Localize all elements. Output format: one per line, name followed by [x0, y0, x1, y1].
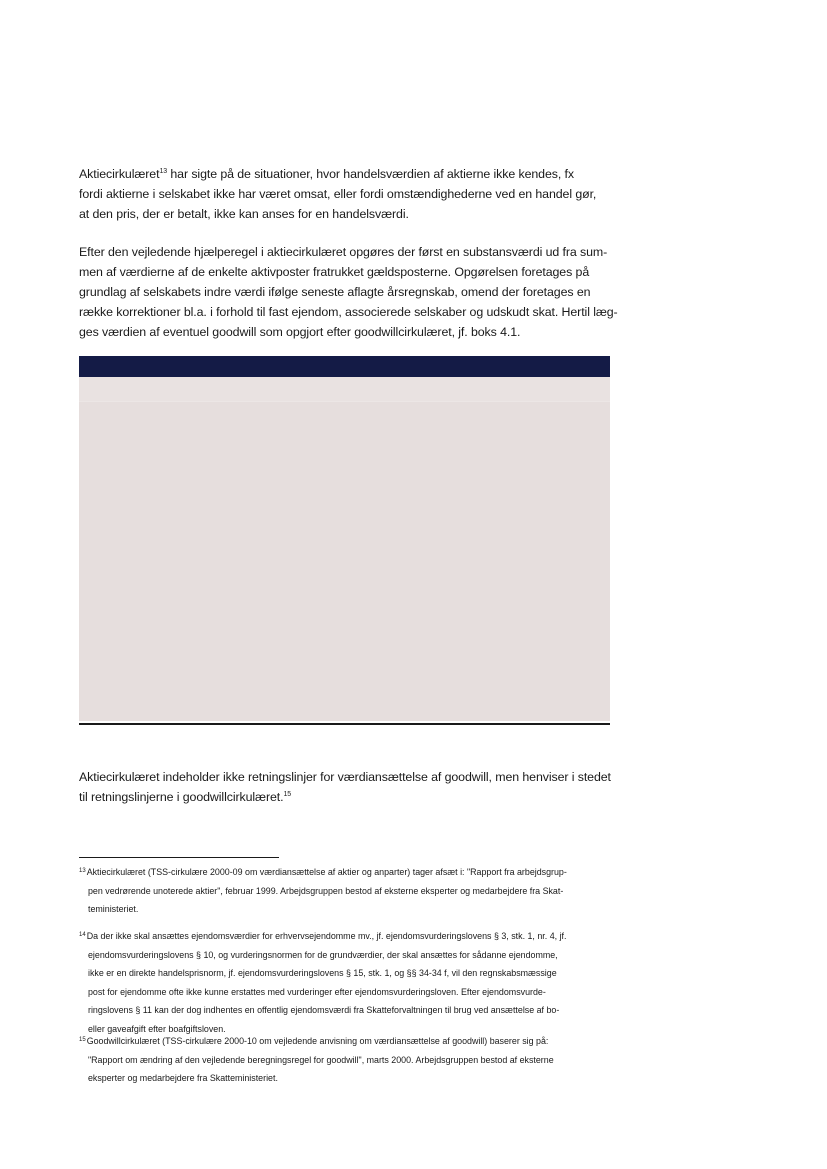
info-box [79, 356, 610, 726]
paragraph-line: fordi aktierne i selskabet ikke har været omsat, eller fordi omstændighederne ved en handel gør, [79, 187, 597, 201]
footnote-line: post for ejendomme ofte ikke kunne erstattes med vurderinger efter ejendomsvurderingsloven. Efter ejendomsvurde- [88, 986, 546, 997]
paragraph-text: Aktiecirkulæret [79, 167, 160, 181]
info-box-body [79, 377, 610, 721]
footnote-number: 13 [79, 868, 86, 874]
paragraph-aktiecirkulaeret-intro [79, 164, 619, 224]
info-box-header [79, 356, 610, 377]
paragraph-substansvaerdi [79, 242, 619, 342]
footnote-ref-13[interactable]: 13 [159, 168, 168, 175]
footnote-separator [79, 857, 279, 858]
paragraph-line: ges værdien af eventuel goodwill som opgjort efter goodwillcirkulæret, jf. boks 4.1. [79, 325, 521, 339]
paragraph-goodwill-reference [79, 767, 624, 807]
info-box-subheader-band [79, 377, 610, 402]
footnote-ref-15[interactable]: 15 [283, 791, 292, 798]
footnote-number: 14 [79, 932, 86, 938]
footnote-line: eksperter og medarbejdere fra Skatteministeriet. [88, 1073, 278, 1083]
paragraph-line: Aktiecirkulæret indeholder ikke retningslinjer for værdiansættelse af goodwill, men henviser i stedet [79, 770, 611, 784]
paragraph-line: grundlag af selskabets indre værdi ifølge seneste aflagte årsregnskab, omend der foretages en [79, 285, 591, 299]
info-box-bottom-rule [79, 723, 610, 725]
footnote-line: pen vedrørende unoterede aktier", februar 1999. Arbejdsgruppen bestod af eksterne eksperter og medarbejdere fra Skat- [88, 885, 564, 896]
footnote-line: teministeriet. [88, 904, 139, 914]
footnote-line: ringslovens § 11 kan der dog indhentes en offentlig ejendomsværdi fra Skatteforvaltningen til brug ved ansættelse af bo- [88, 1005, 560, 1015]
paragraph-line: Efter den vejledende hjælperegel i aktiecirkulæret opgøres der først en substansværdi ud fra sum- [79, 245, 608, 259]
footnote-line: Goodwillcirkulæret (TSS-cirkulære 2000-10 om vejledende anvisning om værdiansættelse af goodwill) baserer sig på: [86, 1036, 549, 1046]
paragraph-line: at den pris, der er betalt, ikke kan anses for en handelsværdi. [79, 207, 409, 221]
footnote-15 [79, 1032, 611, 1088]
footnote-line: ikke er en direkte handelsprisnorm, jf. ejendomsvurderingslovens § 15, stk. 1, og §§ 34-34 f, vil den regnskabsmæssige [88, 968, 557, 978]
footnote-line: eller gaveafgift efter boafgiftsloven. [88, 1023, 226, 1034]
paragraph-line: men af værdierne af de enkelte aktivposter fratrukket gældsposterne. Opgørelsen foretages på [79, 265, 590, 279]
paragraph-text: har sigte på de situationer, hvor handelsværdien af aktierne ikke kendes, fx [167, 167, 574, 181]
footnote-line: ejendomsvurderingslovens § 10, og vurderingsnormen for de grundværdier, der skal ansættes for sådanne ejendomme, [88, 949, 558, 960]
paragraph-line: række korrektioner bl.a. i forhold til fast ejendom, associerede selskaber og udskudt skat. Hertil læg- [79, 305, 618, 319]
footnote-line: Aktiecirkulæret (TSS-cirkulære 2000-09 om værdiansættelse af aktier og anparter) tager afsæt i: "Rapport fra arbejdsgrup- [86, 867, 567, 877]
paragraph-text: til retningslinjerne i goodwillcirkulæret. [79, 790, 284, 804]
footnote-line: Da der ikke skal ansættes ejendomsværdier for erhvervsejendomme mv., jf. ejendomsvurderingslovens § 3, stk. 1, nr. 4, jf. [86, 931, 567, 941]
footnote-13 [79, 863, 611, 919]
footnote-line: "Rapport om ændring af den vejledende beregningsregel for goodwill", marts 2000. Arbejdsgruppen bestod af eksterne [88, 1054, 554, 1065]
footnote-number: 15 [79, 1037, 86, 1043]
footnote-14 [79, 927, 611, 1038]
